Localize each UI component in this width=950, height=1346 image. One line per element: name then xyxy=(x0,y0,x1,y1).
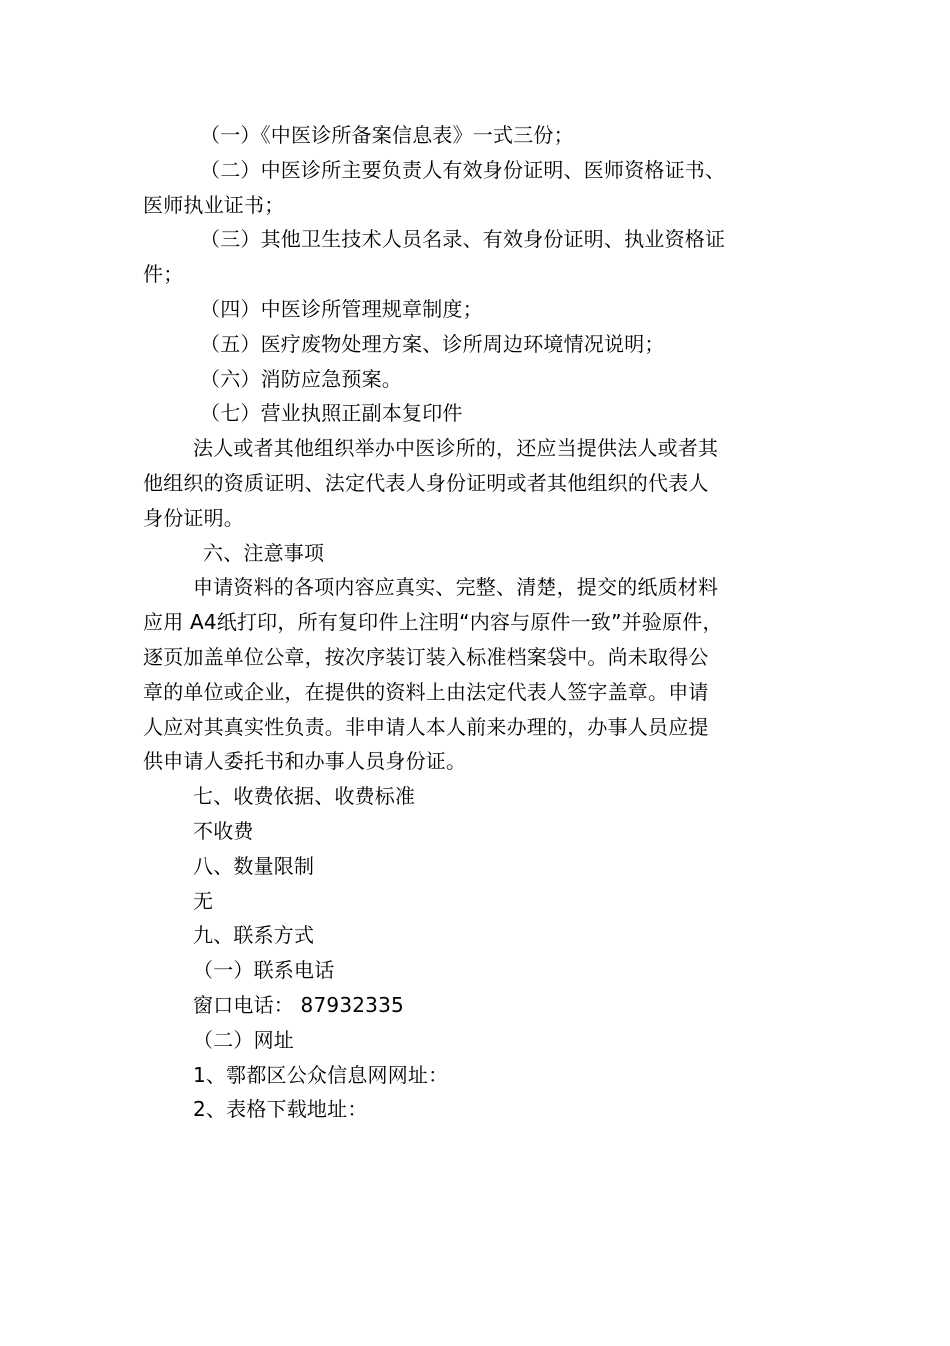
notes-paragraph-cont-5: 供申请人委托书和办事人员身份证。 xyxy=(143,749,467,774)
material-item-2: （二）中医诊所主要负责人有效身份证明、医师资格证书、 xyxy=(200,157,726,182)
fees-value: 不收费 xyxy=(193,818,254,843)
material-item-3: （三）其他卫生技术人员名录、有效身份证明、执业资格证 xyxy=(200,227,726,252)
website-heading: （二）网址 xyxy=(193,1027,294,1052)
notes-paragraph-cont-4: 人应对其真实性负责。非申请人本人前来办理的，办事人员应提 xyxy=(143,714,709,739)
form-download-address: 2、表格下载地址： xyxy=(193,1097,368,1122)
material-item-7: （七）营业执照正副本复印件 xyxy=(200,401,463,426)
notes-paragraph-cont-3: 章的单位或企业，在提供的资料上由法定代表人签字盖章。申请 xyxy=(143,679,709,704)
material-item-3-cont: 件； xyxy=(143,262,184,287)
section-heading-fees: 七、收费依据、收费标准 xyxy=(193,784,416,809)
legal-person-paragraph: 法人或者其他组织举办中医诊所的，还应当提供法人或者其 xyxy=(193,436,719,461)
window-phone: 窗口电话： 87932335 xyxy=(193,992,404,1017)
section-heading-notes: 六、注意事项 xyxy=(203,540,325,565)
section-heading-quantity: 八、数量限制 xyxy=(193,853,315,878)
notes-paragraph: 申请资料的各项内容应真实、完整、清楚，提交的纸质材料 xyxy=(193,575,719,600)
material-item-4: （四）中医诊所管理规章制度； xyxy=(200,296,483,321)
public-info-website: 1、鄠都区公众信息网网址： xyxy=(193,1062,449,1087)
material-item-1: （一）《中医诊所备案信息表》一式三份； xyxy=(200,123,574,147)
document-body xyxy=(143,118,803,1127)
quantity-value: 无 xyxy=(193,888,214,913)
contact-phone-heading: （一）联系电话 xyxy=(193,958,335,983)
notes-paragraph-cont-1: 应用 A4纸打印，所有复印件上注明“内容与原件一致”并验原件， xyxy=(143,610,723,635)
material-item-2-cont: 医师执业证书； xyxy=(143,192,285,217)
material-item-6: （六）消防应急预案。 xyxy=(200,366,402,391)
section-heading-contact: 九、联系方式 xyxy=(193,923,315,948)
notes-paragraph-cont-2: 逐页加盖单位公章，按次序装订装入标准档案袋中。尚未取得公 xyxy=(143,644,709,669)
material-item-5: （五）医疗废物处理方案、诊所周边环境情况说明； xyxy=(200,331,665,356)
legal-person-paragraph-cont-2: 身份证明。 xyxy=(143,505,244,530)
legal-person-paragraph-cont-1: 他组织的资质证明、法定代表人身份证明或者其他组织的代表人 xyxy=(143,470,709,495)
